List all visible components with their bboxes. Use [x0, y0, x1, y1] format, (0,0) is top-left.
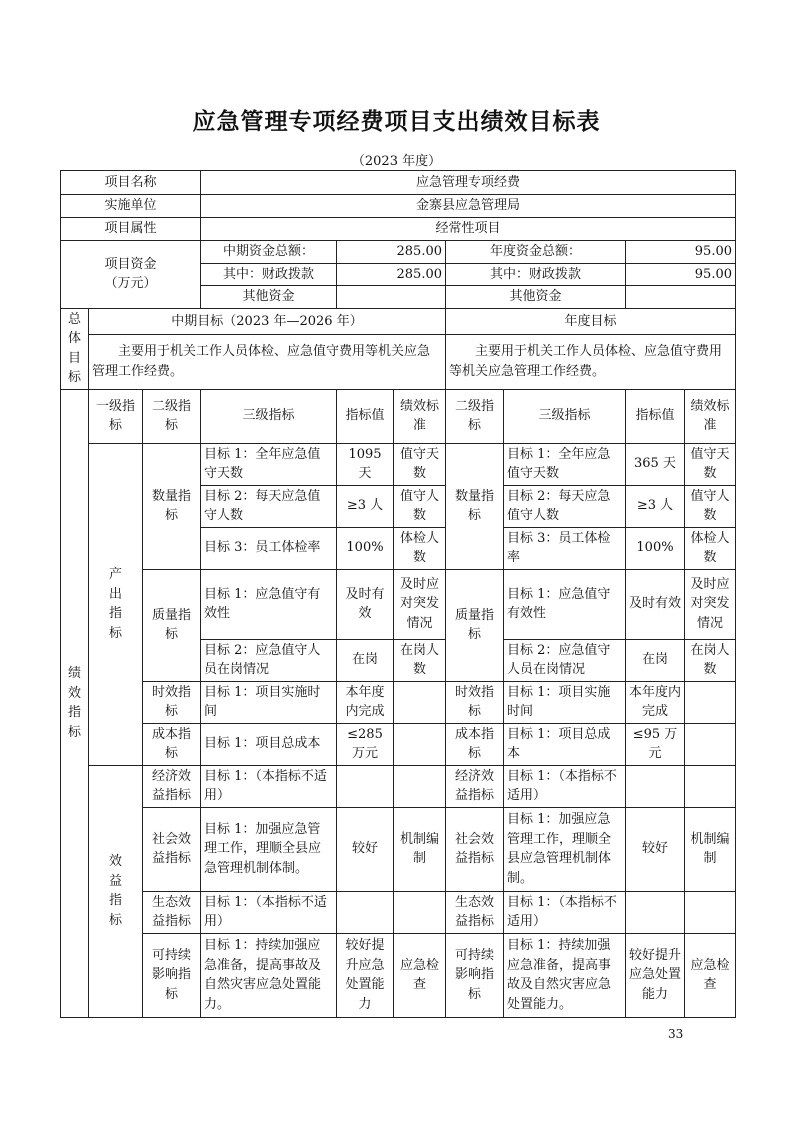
indicator-text: 目标 1：全年应急值守天数: [201, 443, 337, 485]
quantity-label-year: 数量指标: [446, 443, 504, 569]
indicator-value: ≥3 人: [337, 485, 394, 527]
year-total-label: 年度资金总额：: [446, 241, 626, 264]
table-row: [61, 933, 736, 1017]
indicator-value: 本年度内完成: [626, 681, 685, 723]
indicator-value: 100%: [337, 527, 394, 569]
col-level3-mid: 三级指标: [201, 389, 337, 443]
indicator-text: 目标 1：（本指标不适用）: [504, 891, 626, 933]
table-row: [61, 218, 736, 241]
mid-other-value: [337, 286, 446, 309]
year-other-value: [626, 286, 736, 309]
quantity-label-mid: 数量指标: [143, 443, 201, 569]
indicator-standard: 及时应对突发情况: [685, 569, 736, 639]
indicator-value: ≤95 万元: [626, 723, 685, 765]
output-indicator-label: 产 出 指 标: [89, 443, 143, 765]
sustain-label-year: 可持续影响指标: [446, 933, 504, 1017]
indicator-standard: [394, 723, 446, 765]
indicator-value: 较好提升应急处置能力: [337, 933, 394, 1017]
col-value-year: 指标值: [626, 389, 685, 443]
unit-label: 实施单位: [61, 195, 201, 218]
col-level1: 一级指标: [89, 389, 143, 443]
year-label: （2023 年度）: [351, 154, 442, 169]
table-row: [61, 443, 736, 485]
indicator-value: [626, 891, 685, 933]
quality-label-year: 质量指标: [446, 569, 504, 681]
page-title: 应急管理专项经费项目支出绩效目标表: [192, 109, 601, 135]
mid-total-label: 中期资金总额：: [201, 241, 337, 264]
year-goal-header: 年度目标: [446, 308, 736, 335]
overall-goal-label: 总 体 目 标: [61, 308, 89, 389]
attr-label: 项目属性: [61, 218, 201, 241]
indicator-value: 在岗: [337, 639, 394, 681]
time-label-mid: 时效指标: [143, 681, 201, 723]
page-number: 33: [668, 1027, 684, 1041]
indicator-standard: [394, 891, 446, 933]
table-row: [61, 389, 736, 443]
table-row: [61, 723, 736, 765]
mid-fiscal-label: 其中：财政拨款: [201, 263, 337, 286]
indicator-value: 较好: [337, 807, 394, 891]
col-level2-mid: 二级指标: [143, 389, 201, 443]
indicator-text: 目标 1：项目实施时间: [504, 681, 626, 723]
indicator-text: 目标 1：（本指标不适用）: [201, 891, 337, 933]
table-row: [61, 171, 736, 195]
table-row: [61, 241, 736, 264]
cost-label-year: 成本指标: [446, 723, 504, 765]
col-level3-year: 三级指标: [504, 389, 626, 443]
table-row: [61, 569, 736, 639]
indicator-standard: 机制编制: [685, 807, 736, 891]
social-label-year: 社会效益指标: [446, 807, 504, 891]
indicator-text: 目标 1：项目总成本: [201, 723, 337, 765]
indicator-standard: [685, 765, 736, 807]
ecological-label-year: 生态效益指标: [446, 891, 504, 933]
indicator-value: ≥3 人: [626, 485, 685, 527]
year-fiscal-label: 其中：财政拨款: [446, 263, 626, 286]
project-name-label: 项目名称: [61, 171, 201, 195]
indicator-text: 目标 1：应急值守有效性: [201, 569, 337, 639]
indicator-text: 目标 1：加强应急管理工作，理顺全县应急管理机制体制。: [504, 807, 626, 891]
year-other-label: 其他资金: [446, 286, 626, 309]
project-name-value: 应急管理专项经费: [201, 171, 736, 195]
table-row: [61, 765, 736, 807]
quality-label-mid: 质量指标: [143, 569, 201, 681]
cost-label-mid: 成本指标: [143, 723, 201, 765]
table-row: [61, 195, 736, 218]
col-value-mid: 指标值: [337, 389, 394, 443]
indicator-value: 1095 天: [337, 443, 394, 485]
indicator-text: 目标 1：持续加强应急准备，提高事故及自然灾害应急处置能力。: [504, 933, 626, 1017]
indicator-value: 较好提升应急处置能力: [626, 933, 685, 1017]
mid-goal-header: 中期目标（2023 年—2026 年）: [89, 308, 446, 335]
indicator-value: [337, 891, 394, 933]
indicator-value: [626, 765, 685, 807]
social-label-mid: 社会效益指标: [143, 807, 201, 891]
indicator-value: [337, 765, 394, 807]
indicator-standard: 在岗人数: [685, 639, 736, 681]
time-label-year: 时效指标: [446, 681, 504, 723]
col-standard-year: 绩效标准: [685, 389, 736, 443]
indicator-text: 目标 2：应急值守人员在岗情况: [504, 639, 626, 681]
indicator-standard: 在岗人数: [394, 639, 446, 681]
indicator-text: 目标 3：员工体检率: [504, 527, 626, 569]
year-total-value: 95.00: [626, 241, 736, 264]
mid-fiscal-value: 285.00: [337, 263, 446, 286]
indicator-standard: [394, 765, 446, 807]
attr-value: 经常性项目: [201, 218, 736, 241]
indicator-value: 及时有效: [626, 569, 685, 639]
indicator-text: 目标 1：加强应急管理工作，理顺全县应急管理机制体制。: [201, 807, 337, 891]
indicator-text: 目标 2：每天应急值守人数: [201, 485, 337, 527]
indicator-standard: 及时应对突发情况: [394, 569, 446, 639]
indicator-text: 目标 1：应急值守有效性: [504, 569, 626, 639]
indicator-text: 目标 1：项目总成本: [504, 723, 626, 765]
indicator-standard: 值守天数: [394, 443, 446, 485]
mid-goal-text: 主要用于机关工作人员体检、应急值守费用等机关应急管理工作经费。: [89, 335, 446, 389]
indicator-text: 目标 1：（本指标不适用）: [201, 765, 337, 807]
sustain-label-mid: 可持续影响指标: [143, 933, 201, 1017]
table-row: [61, 681, 736, 723]
indicator-standard: 值守人数: [685, 485, 736, 527]
indicator-value: 在岗: [626, 639, 685, 681]
indicator-standard: [394, 681, 446, 723]
table-row: [61, 807, 736, 891]
col-standard-mid: 绩效标准: [394, 389, 446, 443]
table-row: [61, 308, 736, 335]
ecological-label-mid: 生态效益指标: [143, 891, 201, 933]
indicator-standard: 机制编制: [394, 807, 446, 891]
indicator-value: 较好: [626, 807, 685, 891]
year-goal-text: 主要用于机关工作人员体检、应急值守费用等机关应急管理工作经费。: [446, 335, 736, 389]
indicator-text: 目标 1：全年应急值守天数: [504, 443, 626, 485]
benefit-indicator-label: 效 益 指 标: [89, 765, 143, 1017]
indicator-standard: 值守人数: [394, 485, 446, 527]
indicator-standard: 应急检查: [685, 933, 736, 1017]
table-row: [61, 335, 736, 389]
indicator-value: 365 天: [626, 443, 685, 485]
indicator-value: 本年度内完成: [337, 681, 394, 723]
indicator-value: 及时有效: [337, 569, 394, 639]
indicator-standard: 值守天数: [685, 443, 736, 485]
table-row: [61, 891, 736, 933]
indicator-value: 100%: [626, 527, 685, 569]
indicators-label: 绩 效 指 标: [61, 389, 89, 1017]
indicator-standard: 应急检查: [394, 933, 446, 1017]
performance-table: [60, 170, 736, 1018]
col-level2-year: 二级指标: [446, 389, 504, 443]
indicator-text: 目标 3：员工体检率: [201, 527, 337, 569]
indicator-text: 目标 1：持续加强应急准备，提高事故及自然灾害应急处置能力。: [201, 933, 337, 1017]
indicator-standard: 体检人数: [394, 527, 446, 569]
mid-total-value: 285.00: [337, 241, 446, 264]
indicator-text: 目标 1：（本指标不适用）: [504, 765, 626, 807]
indicator-text: 目标 2：应急值守人员在岗情况: [201, 639, 337, 681]
indicator-text: 目标 1：项目实施时间: [201, 681, 337, 723]
indicator-standard: [685, 681, 736, 723]
indicator-value: ≤285 万元: [337, 723, 394, 765]
indicator-standard: [685, 723, 736, 765]
economic-label-mid: 经济效益指标: [143, 765, 201, 807]
year-fiscal-value: 95.00: [626, 263, 736, 286]
indicator-text: 目标 2：每天应急值守人数: [504, 485, 626, 527]
mid-other-label: 其他资金: [201, 286, 337, 309]
economic-label-year: 经济效益指标: [446, 765, 504, 807]
unit-value: 金寨县应急管理局: [201, 195, 736, 218]
fund-label: 项目资金 （万元）: [61, 241, 201, 309]
indicator-standard: [685, 891, 736, 933]
indicator-standard: 体检人数: [685, 527, 736, 569]
